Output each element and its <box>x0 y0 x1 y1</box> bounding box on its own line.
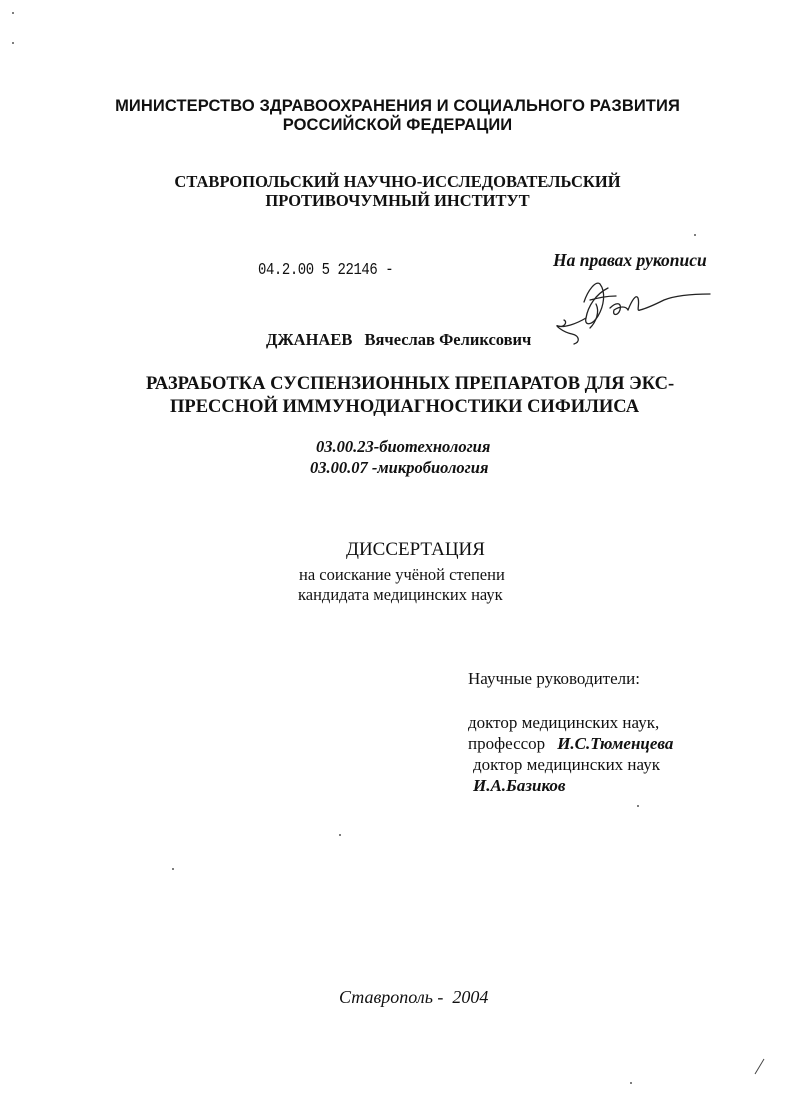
scan-speck <box>630 1082 632 1084</box>
signature <box>550 272 720 350</box>
institute-line-2: ПРОТИВОЧУМНЫЙ ИНСТИТУТ <box>265 191 530 210</box>
supervisor-1-rank: профессор <box>468 734 546 753</box>
author-name <box>266 330 531 350</box>
degree-heading: ДИССЕРТАЦИЯ <box>346 539 485 560</box>
supervisor-1-title: доктор медицинских наук, <box>468 713 660 732</box>
thesis-title-line-2: ПРЕССНОЙ ИММУНОДИАГНОСТИКИ СИФИЛИСА <box>170 397 640 417</box>
institute-header <box>0 172 795 210</box>
thesis-title-line-1: РАЗРАБОТКА СУСПЕНЗИОННЫХ ПРЕПАРАТОВ ДЛЯ ЭКС- <box>146 374 675 394</box>
scan-speck <box>339 834 341 836</box>
specialty-2: 03.00.07 -микробиология <box>310 458 489 477</box>
ministry-header <box>0 97 795 135</box>
ministry-line-1: МИНИСТЕРСТВО ЗДРАВООХРАНЕНИЯ И СОЦИАЛЬНОГО РАЗВИТИЯ <box>115 97 680 115</box>
supervisor-1-line <box>468 734 673 754</box>
supervisor-1-name: И.С.Тюменцева <box>557 734 674 753</box>
author-given-names: Вячеслав Феликсович <box>364 330 532 349</box>
scan-mark <box>752 1058 766 1076</box>
supervisor-2-name: И.А.Базиков <box>473 776 566 795</box>
institute-line-1: СТАВРОПОЛЬСКИЙ НАУЧНО-ИССЛЕДОВАТЕЛЬСКИЙ <box>174 172 621 191</box>
scan-speck <box>172 868 174 870</box>
supervisors-heading: Научные руководители: <box>468 669 640 688</box>
supervisor-2-title: доктор медицинских наук <box>473 755 660 774</box>
manuscript-note: На правах рукописи <box>553 250 707 270</box>
ministry-line-2: РОССИЙСКОЙ ФЕДЕРАЦИИ <box>282 116 513 134</box>
scan-speck <box>12 12 14 14</box>
author-surname: ДЖАНАЕВ <box>266 330 353 349</box>
specialty-1: 03.00.23-биотехнология <box>316 437 491 456</box>
thesis-title <box>0 373 795 419</box>
degree-line-1: на соискание учёной степени <box>299 565 505 584</box>
scan-speck <box>637 805 639 807</box>
scan-speck <box>12 42 14 44</box>
registration-number: 04.2.00 5 22146 - <box>258 261 394 280</box>
footer-city-year: Ставрополь - 2004 <box>339 987 489 1007</box>
scan-speck <box>694 234 696 236</box>
degree-line-2: кандидата медицинских наук <box>298 585 503 604</box>
